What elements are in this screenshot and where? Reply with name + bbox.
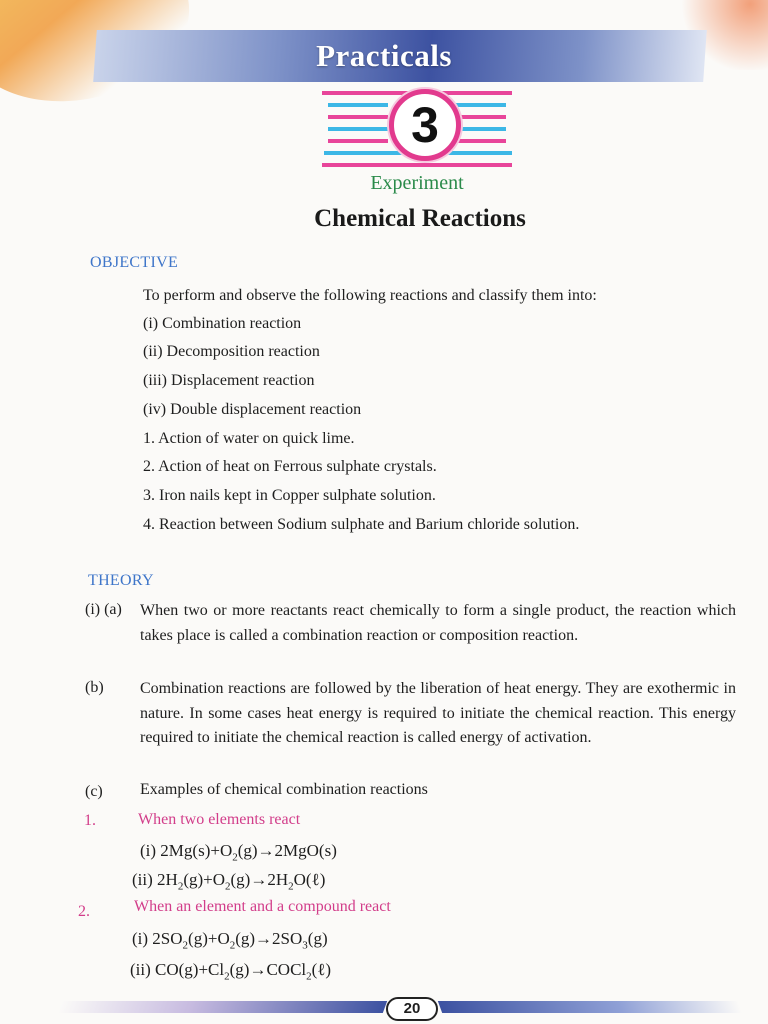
reaction-type-item: (i) Combination reaction bbox=[143, 315, 302, 332]
objective-heading: OBJECTIVE bbox=[90, 254, 179, 271]
page-number: 20 bbox=[386, 997, 438, 1021]
reaction-list-item: 4. Reaction between Sodium sulphate and Barium chloride solution. bbox=[143, 516, 580, 533]
badge-stripe bbox=[456, 127, 506, 131]
badge-stripe bbox=[328, 127, 388, 131]
reaction-list-item: 1. Action of water on quick lime. bbox=[143, 430, 355, 447]
badge-stripe bbox=[328, 139, 388, 143]
equation: (i) $2Mg(s)+O_2(g)\to 2MgO(s)$ bbox=[140, 841, 337, 864]
equation-label: (ii) bbox=[132, 870, 153, 889]
theory-item-label: (b) bbox=[85, 679, 104, 696]
theory-item-text: Examples of chemical combination reactions bbox=[140, 781, 428, 798]
page-title: Practicals bbox=[316, 38, 452, 73]
badge-stripe bbox=[456, 103, 506, 107]
reaction-type-item: (iv) Double displacement reaction bbox=[143, 401, 362, 418]
badge-stripe bbox=[456, 115, 506, 119]
objective-intro: To perform and observe the following reactions and classify them into: bbox=[143, 287, 597, 304]
equation: (ii) $2H_2(g)+O_2(g)\to 2H_2O(\ell)$ bbox=[132, 870, 326, 893]
theory-heading: THEORY bbox=[88, 572, 154, 589]
theory-item-text: Combination reactions are followed by the liberation of heat energy. They are exothermic in nature. In some cases heat energy is required to initiate the chemical reaction. This energy required to initiate the chemical reaction is called energy of activation. bbox=[140, 680, 736, 746]
experiment-number: 3 bbox=[389, 89, 461, 161]
theory-item-text: When two or more reactants react chemically to form a single product, the reaction which takes place is called a combination reaction or composition reaction. bbox=[140, 602, 736, 644]
equation-label: (ii) bbox=[130, 960, 151, 979]
equation-label: (i) bbox=[140, 841, 157, 860]
equation: (ii) $CO(g)+Cl_2(g)\to COCl_2(\ell)$ bbox=[130, 960, 332, 983]
badge-stripe bbox=[322, 163, 512, 167]
equation: (i) $2SO_2(g)+O_2(g)\to 2SO_3(g)$ bbox=[132, 929, 328, 952]
example-number: 1. bbox=[84, 812, 96, 829]
equation-label: (i) bbox=[132, 929, 149, 948]
footer-bar-left bbox=[58, 1001, 387, 1013]
reaction-list-item: 2. Action of heat on Ferrous sulphate crystals. bbox=[143, 458, 437, 475]
experiment-badge bbox=[322, 87, 512, 171]
badge-stripe bbox=[328, 115, 388, 119]
reaction-type-item: (iii) Displacement reaction bbox=[143, 372, 315, 389]
theory-item-label: (i) (a) bbox=[85, 601, 122, 618]
example-number: 2. bbox=[78, 903, 90, 920]
experiment-title: Chemical Reactions bbox=[314, 205, 526, 232]
example-title: When two elements react bbox=[138, 811, 301, 828]
reaction-list-item: 3. Iron nails kept in Copper sulphate solution. bbox=[143, 487, 436, 504]
badge-stripe bbox=[456, 139, 506, 143]
footer-bar-right bbox=[438, 1001, 742, 1013]
experiment-label: Experiment bbox=[370, 172, 464, 194]
reaction-type-item: (ii) Decomposition reaction bbox=[143, 343, 320, 360]
badge-stripe bbox=[328, 103, 388, 107]
theory-item-label: (c) bbox=[85, 783, 103, 800]
example-title: When an element and a compound react bbox=[134, 898, 391, 915]
